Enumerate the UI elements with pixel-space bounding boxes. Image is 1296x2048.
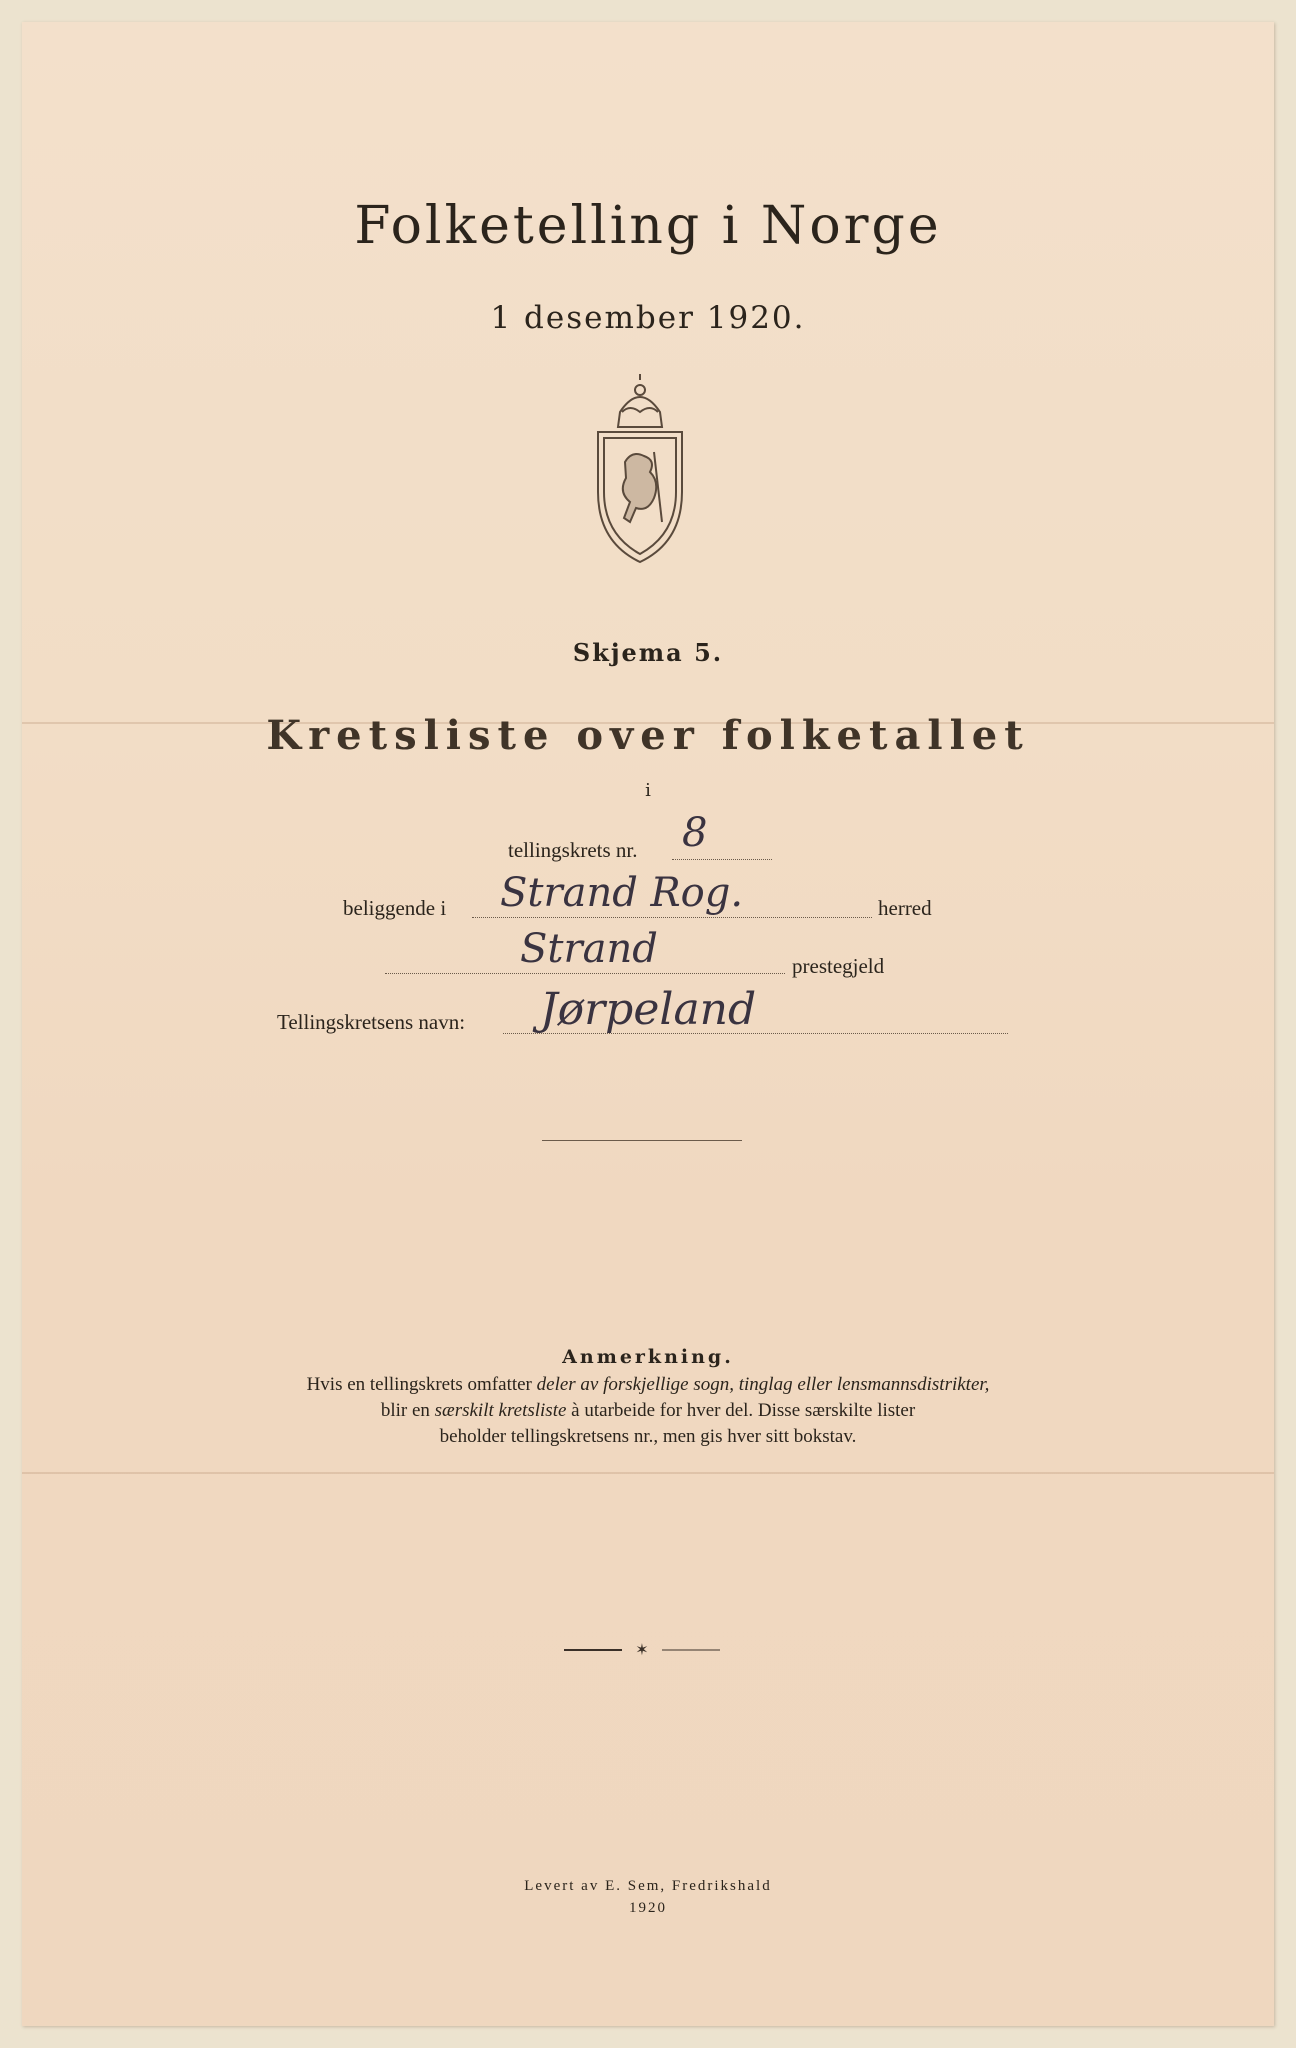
prestegjeld-label: prestegjeld (792, 954, 885, 978)
note-line-3: beholder tellingskretsens nr., men gis hver sitt bokstav. (439, 1426, 857, 1447)
note-line-1-start: Hvis en tellingskrets omfatter (306, 1374, 537, 1395)
note-line-2 (0, 1400, 1296, 1422)
krets-number-line (672, 858, 772, 860)
navn-label: Tellingskretsens navn: (277, 1010, 466, 1034)
krets-number-label: tellingskrets nr. (508, 838, 638, 862)
list-title: Kretsliste over folketallet (266, 712, 1030, 759)
prestegjeld-value: Strand (520, 926, 658, 972)
norwegian-coat-of-arms-icon (570, 372, 710, 572)
herred-label: herred (878, 896, 932, 920)
krets-number-value: 8 (682, 810, 708, 856)
navn-value: Jørpeland (540, 984, 757, 1035)
form-title: Folketelling i Norge (354, 196, 942, 256)
herred-line (472, 916, 872, 918)
connector-word: i (645, 780, 651, 801)
note-line-1 (0, 1374, 1296, 1396)
census-date: 1 desember 1920. (490, 300, 806, 336)
prestegjeld-line (385, 972, 785, 974)
note-line-1-italic: deler av forskjellige sogn, tinglag eller lensmannsdistrikter, (536, 1374, 990, 1395)
beliggende-label: beliggende i (343, 896, 447, 920)
note-line-2-start: blir en (380, 1400, 435, 1421)
herred-value: Strand Rog. (500, 870, 744, 916)
printer-year: 1920 (629, 1900, 667, 1916)
note-line-2-italic: særskilt kretsliste (434, 1400, 567, 1421)
printer-credit: Levert av E. Sem, Fredrikshald (524, 1878, 772, 1894)
paper-fold-lower (22, 1472, 1274, 1474)
section-divider (542, 1140, 742, 1141)
ornament-divider-icon (562, 1640, 722, 1660)
note-line-2-end: à utarbeide for hver del. Disse særskilte lister (566, 1400, 916, 1421)
note-title: Anmerkning. (562, 1346, 734, 1368)
form-number: Skjema 5. (572, 638, 724, 667)
svg-text:✶: ✶ (635, 1640, 649, 1659)
